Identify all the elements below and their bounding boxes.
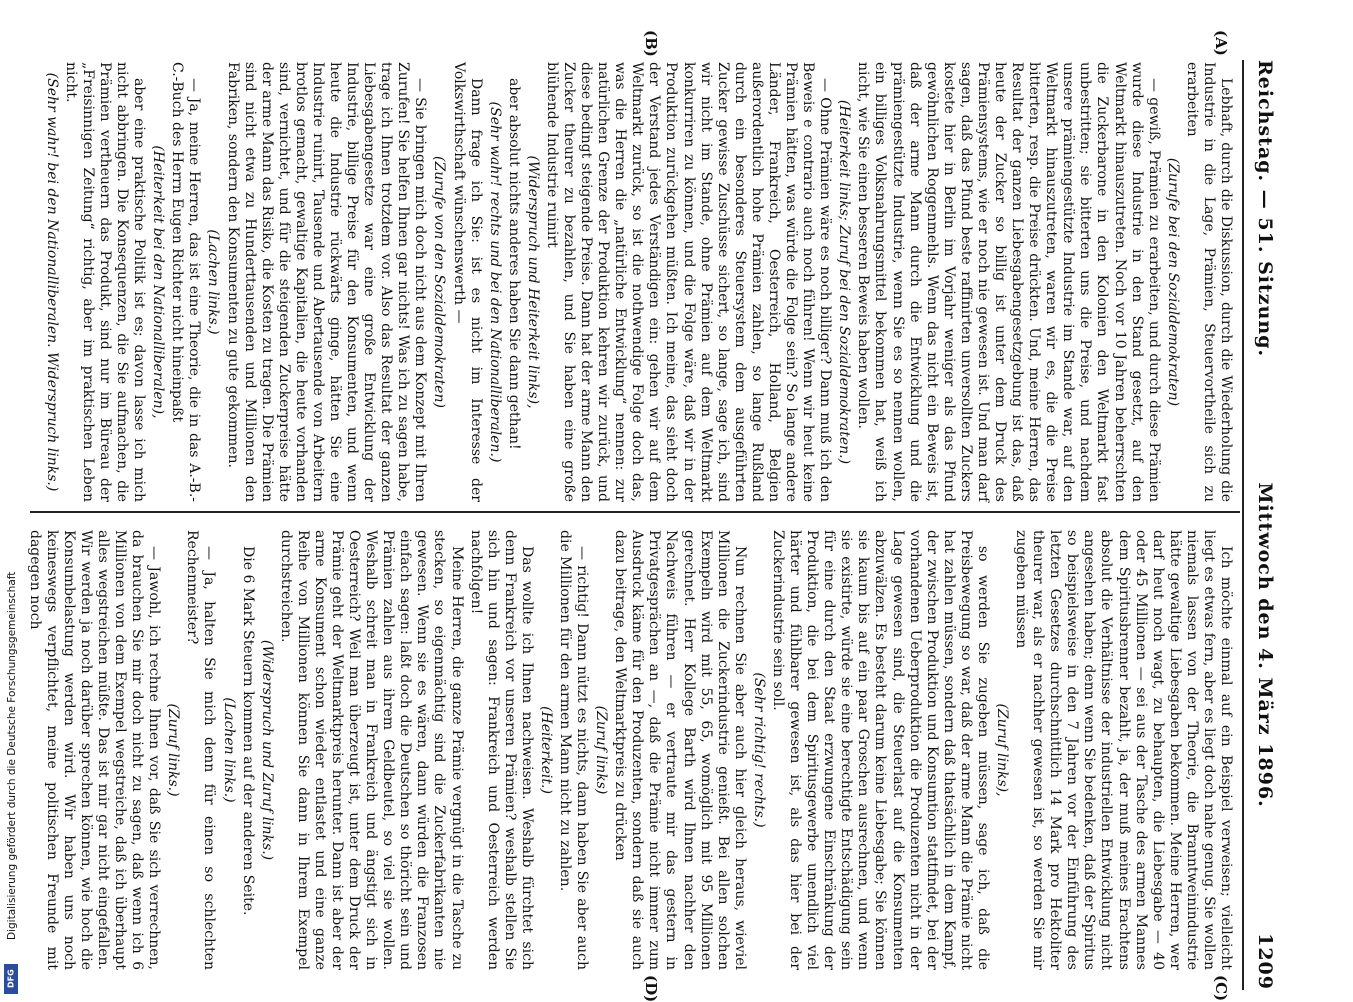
paragraph: (Sehr wahr! bei den Nationalliberalen. Widerspruch links.) xyxy=(43,72,60,492)
margin-letter-b: (B) xyxy=(642,30,660,57)
page-number: 1209 xyxy=(1254,933,1276,990)
paragraph: Dann frage ich Sie: ist es nicht im Interesse der Volkswirthschaft wünschenswerth — xyxy=(450,62,484,502)
paragraph: (Lachen links.) xyxy=(205,229,222,335)
header-rule xyxy=(1242,60,1244,990)
paragraph: — Ohne Prämien wäre es noch billiger? Dann muß ich den Beweis e contrario auch noch führen! Wenn wir heut keine Prämien hätten, was würde die Folge sein? So lange andere Länder, Frankreich, Oesterreich, Holland, Belgien außerordentlich hohe Prämien zahlen, so lange Rußland durch ein besonderes Steuersystem dem ausgeführten Zucker gewisse Zuschüsse sichert, so lange, sage ich, sind wir nicht im Stande, ohne Prämien auf dem Weltmarkt konkurriren zu können, und die Folge wäre, daß wir in der Produktion zurückgehen müßten. Ich meine, das sieht doch der Verstand jedes Verständigen ein: gehen wir auf dem Weltmarkt zurück, so ist die nothwendige Folge doch das, was die Herren die „natürliche Entwicklung“ nennen: zur natürlichen Grenze der Produktion kehren wir zurück, und diese bedingt steigende Preise. Dann hat der arme Mann den Zucker theurer zu bezahlen, und Sie haben eine große blühende Industrie ruinirt xyxy=(543,62,834,502)
paragraph: — gewiß, Prämien zu erarbeiten, und durch diese Prämien wurde diese Industrie in den Stand gesetzt, auf den Weltmarkt hinauszutreten. Noch vor 10 Jahren beherrschten die Zuckerbarone in den Kolonien den Weltmarkt fast unbestritten; sie bitterten uns die Preise, und nachdem unsere prämiengestützte Industrie im Stande war, auf den Weltmarkt hinauszutreten, waren wir es, die die Preise bitterten, resp. die Preise drückten. Und, meine Herren, das Resultat der ganzen Liebesgabengesetzgebung ist das, daß heute der Zucker so billig ist unter dem Druck des Prämiensystems, wie er noch nie gewesen ist. Und man darf sagen, daß das Pfund beste raffinirten unversollten Zuckers kostete hier in Berlin im Vorjahr weniger als das Pfund gewöhnlichen Roggenmehls. Wenn das nicht ein Beweis ist, daß der arme Mann durch die Entwicklung und die prämiengestützte Industrie, wenn Sie es so nennen wollen, ein billiges Volksnahrungsmittel bekommen hat, weiß ich nicht, wie Sie einen besseren Beweis haben wollen. xyxy=(855,62,1162,502)
paragraph: — Ja, halten Sie mich denn für einen so schlechten Rechenmeister? xyxy=(184,530,218,970)
paragraph: (Zurufe von den Sozialdemokraten) xyxy=(431,156,448,408)
paragraph: Meine Herren, die ganze Prämie vergnügt in die Tasche zu stecken, so eigenmächtig sind die Zuckerfabrikanten nie gewesen. Wenn sie es wären, dann würden die Franzosen einfach sagen: laßt doch die Deutschen so thöricht sein und Prämien zahlen aus ihrem Geldbeutel, so viel sie wollen. Weshalb schreit man in Frankreich und ängstigt sich in Oesterreich? Weil man überzeugt ist, unter dem Druck der Prämie geht der Weltmarktpreis herunter. Dann ist aber der arme Konsument schon wieder entlastet und eine ganze Reihe von Millionen können Sie dann in Ihrem Exempel durchstreichen. xyxy=(277,530,465,970)
dfg-logo: DFG xyxy=(4,964,18,994)
paragraph: aber eine praktische Politik ist es; davon lasse ich mich nicht abbringen. Die Konsequenzen, die Sie aufmachen, die Prämien vertheuern das Produkt, sind nur im Büreau der „Freisinnigen Zeitung“ richtig, aber im praktischen Leben nicht. xyxy=(62,62,148,502)
paragraph: (Zuruf links) xyxy=(593,705,610,795)
paragraph: — Jawohl, ich rechne Ihnen vor, daß Sie sich verrechnen, da brauchen Sie mir doch nicht zu sagen, daß wenn ich 6 Millionen von dem Exempel wegstreiche, daß ich überhaupt alles wegstreichen müßte. Das ist mir gar nicht eingefallen. Wir werden ja noch darüber sprechen können, wie hoch die Konsumbelastung werden wird. Wir haben uns noch keineswegs verpflichtet, meine politischen Freunde mit dagegen noch xyxy=(26,530,163,970)
header-left: Reichstag. — 51. Sitzung. xyxy=(1254,60,1276,358)
margin-letter-d: (D) xyxy=(642,975,660,1002)
paragraph: Lebhaft, durch die Diskussion, durch die Wiederholung die Industrie in die Lage, Prämien, Steuervortheile sich zu erarbeiten xyxy=(1183,62,1234,502)
paragraph: (Widerspruch und Zuruf links.) xyxy=(258,639,275,861)
paragraph: — Ja, meine Herren, das ist eine Theorie, die in das A.-B.-C.-Buch des Herrn Eugen Richter nicht hineinpaßt xyxy=(169,62,203,502)
paragraph: (Sehr wahr! rechts und bei den Nationalliberalen.) xyxy=(486,101,503,463)
right-column xyxy=(24,530,1234,970)
column-divider xyxy=(30,511,1240,513)
paragraph: so werden Sie zugeben müssen, sage ich, daß die Preisbewegung so war, daß der arme Mann die Prämie nicht hat zahlen müssen, sondern daß thatsächlich in dem Kampf, der zwischen Produktion und Konsumtion stattfindet, bei der vorhandenen Ueberproduktion die Produzenten nicht in der Lage gewesen sind, die Steuerlast auf die Konsumenten abzuwälzen. Es besteht darum keine Liebesgabe; Sie können sie kaum bis auf ein paar Groschen ausrechnen, und wenn sie existirte, würde sie eine berechtigte Entschädigung sein für eine durch den Staat erzwungene Einschränkung der Produktion, die bei dem Spiritusgewerbe unendlich viel härter und fühlbarer gewesen ist, als das hier bei der Zuckerindustrie sein soll. xyxy=(769,530,991,970)
paragraph: (Zuruf links.) xyxy=(165,703,182,797)
page-header xyxy=(1248,60,1282,990)
paragraph: — richtig! Dann nützt es nichts, dann haben Sie aber auch die Millionen für den armen Mann nicht zu zahlen. xyxy=(557,530,591,970)
paragraph: (Heiterkeit bei den Nationalliberalen), xyxy=(150,145,167,419)
paragraph: (Widerspruch und Heiterkeit links), xyxy=(524,155,541,409)
margin-letter-a: (A) xyxy=(1212,30,1230,56)
paragraph: Ich möchte einmal auf ein Beispiel verweisen; vielleicht liegt es etwas fern, aber es liegt doch nahe genug. Sie wollen niemals lassen von der Theorie, die Branntweinindustrie hätte gewaltige Liebesgaben bekommen. Meine Herren, wer darf heut noch wagt, zu behaupten, die Liebesgabe — 40 oder 45 Millionen — sei aus der Tasche des armen Mannes dem Spiritusbrenner bezahlt, ja, der muß meines Erachtens absolut die Verhältnisse der industriellen Entwicklung nicht angesehen haben; denn wenn Sie bedenken, daß der Spiritus so beispielsweise in den 7 Jahren vor der Einführung des letzten Gesetzes durchschnittlich 14 Mark pro Hektoliter theurer war, als er nachher gewesen ist, so werden Sie mir zugeben müssen xyxy=(1013,530,1234,970)
paragraph: (Lachen links.) xyxy=(220,697,237,803)
paragraph: (Zuruf links), xyxy=(993,703,1010,797)
paragraph: (Zurufe bei den Sozialdemokraten) xyxy=(1164,157,1181,407)
paragraph: Die 6 Mark Steuern kommen auf der anderen Seite. xyxy=(239,546,256,916)
margin-letter-c: (C) xyxy=(1212,975,1230,1002)
digitization-note: Digitalisierung gefördert durch die Deutsche Forschungsgemeinschaft xyxy=(6,571,18,940)
paragraph: (Sehr richtig! rechts.) xyxy=(750,672,767,828)
paragraph: (Heiterkeit.) xyxy=(537,706,554,794)
paragraph: (Heiterkeit links; Zuruf bei den Sozialdemokraten.) xyxy=(836,99,853,465)
paragraph: Das wollte ich Ihnen nachweisen. Weshalb fürchtet sich denn Frankreich vor unseren Prämien? weshalb stellen Sie sich hin und sagen: Frankreich und Oesterreich werden nachfolgen! xyxy=(467,530,535,970)
paragraph: Nun rechnen Sie aber auch hier gleich heraus, wieviel Millionen die Zuckerindustrie genießt. Bei allen solchen Exempeln wird mit 55, 65, womöglich mit 95 Millionen gerechnet. Herr Kollege Barth wird Ihnen nachher den Nachweis führen — er vertraute mir das gestern in Privatgesprächen an —, daß die Prämie nicht immer zum Ausdruck käme für den Produzenten, sondern daß sie auch dazu beitrage, den Weltmarktpreis zu drücken xyxy=(612,530,748,970)
left-column xyxy=(41,62,1234,502)
paragraph: — Sie bringen mich doch nicht aus dem Konzept mit Ihren Zurufen! Sie helfen Ihnen gar nichts! Was ich zu sagen habe, trage ich Ihnen trotzdem vor. Also das Resultat der ganzen Liebesgabengesetze war eine große Entwicklung der Industrie, billige Preise für den Konsumenten, und wenn heute die Industrie rückwärts ginge, hätten Sie eine Industrie ruinirt, Tausende und Abertausende von Arbeitern brotlos gemacht, gewaltige Kapitalien, die heute vorhanden sind, vernichtet, und für die steigenden Zuckerpreise hätte der arme Mann das Risiko, die Kosten zu tragen. Die Prämien sind nicht etwa zu Hunderttausenden und Millionen den Fabriken, sondern den Konsumenten zu gute gekommen. xyxy=(224,62,429,502)
header-date: Mittwoch den 4. März 1896. xyxy=(1254,482,1276,808)
paragraph: aber absolut nichts anderes haben Sie dann gethan! xyxy=(505,78,522,450)
